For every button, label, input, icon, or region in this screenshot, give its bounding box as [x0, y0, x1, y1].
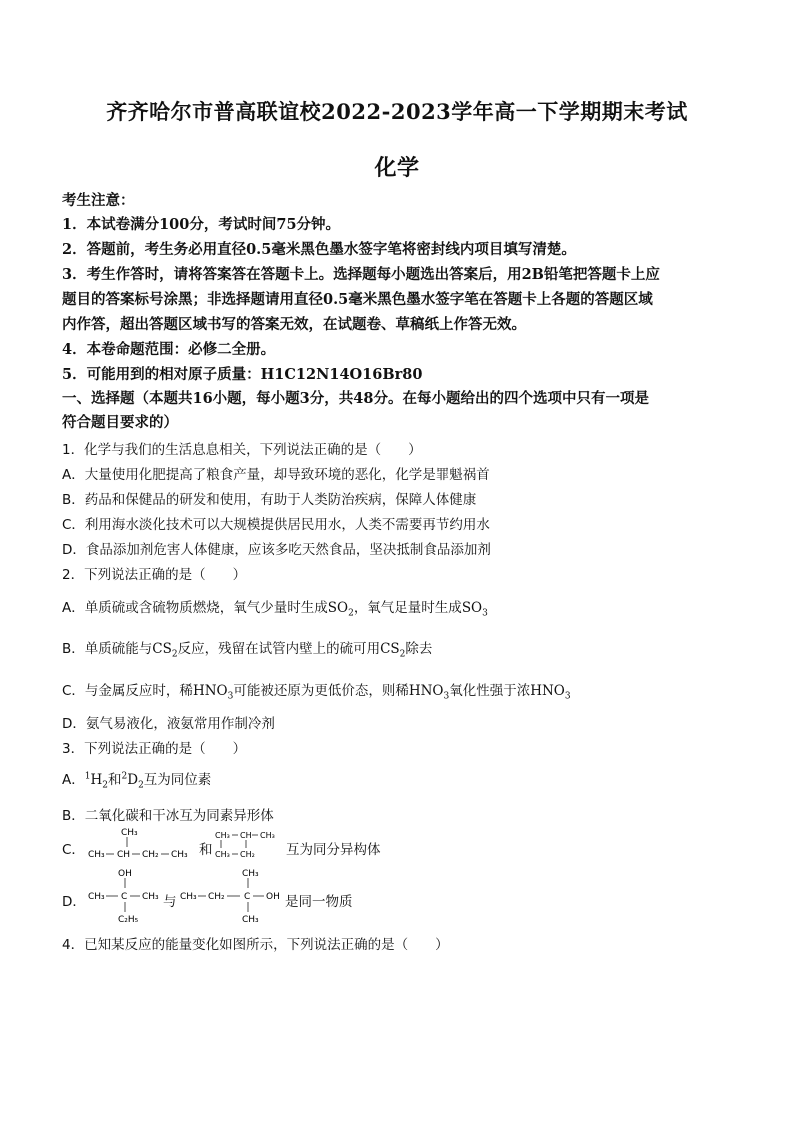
question-1-option-b: B．药品和保健品的研发和使用，有助于人类防治疾病，保障人体健康 — [62, 492, 477, 508]
structure-2-methylbutane-b — [215, 829, 287, 861]
option-text: B．单质硫能与 — [62, 641, 153, 657]
option-text: 和 — [108, 772, 122, 788]
question-1-stem: 1．化学与我们的生活息息相关，下列说法正确的是（ ） — [62, 442, 422, 458]
question-1-option-c: C．利用海水淡化技术可以大规模提供居民用水，人类不需要再节约用水 — [62, 517, 490, 533]
formula-hno3: $HNO_3$ — [192, 683, 234, 702]
struct-label: CH₂ — [208, 892, 225, 902]
option-text: 互为同位素 — [143, 772, 212, 788]
struct-label: CH — [117, 850, 131, 860]
struct-label: C — [121, 892, 128, 902]
formula-cs2: $CS_2$ — [380, 641, 406, 660]
struct-label: C₂H₅ — [118, 915, 139, 924]
formula-cs2: $CS_2$ — [152, 641, 178, 660]
formula-hno3: $HNO_3$ — [408, 683, 450, 702]
struct-label: CH₃ — [242, 869, 259, 879]
formula-d2: $^2D_2$ — [121, 771, 144, 791]
notice-heading: 考生注意： — [62, 192, 135, 209]
question-3-option-a — [62, 768, 211, 791]
struct-label: CH₂ — [142, 850, 159, 860]
question-2-option-c — [62, 679, 571, 702]
structure-2-methyl-2-butanol — [180, 866, 288, 924]
option-text: 氧化性强于浓 — [449, 683, 531, 699]
formula-h2: $^1H_2$ — [84, 771, 108, 791]
option-text: 可能被还原为更低价态，则稀 — [233, 683, 409, 699]
option-text: A．单质硫或含硫物质燃烧，氧气少量时生成 — [62, 600, 328, 616]
struct-label: CH₃ — [142, 892, 159, 902]
struct-label: CH₃ — [215, 850, 230, 859]
notice-item: 4．本卷命题范围：必修二全册。 — [62, 341, 276, 358]
struct-label: CH₃ — [215, 831, 230, 840]
notice-item: 3．考生作答时，请将答案答在答题卡上。选择题每小题选出答案后，用2B铅笔把答题卡上应 — [62, 266, 660, 283]
exam-title: 齐齐哈尔市普高联谊校2022-2023学年高一下学期期末考试 — [106, 99, 688, 124]
question-2-option-d: D．氨气易液化，液氨常用作制冷剂 — [62, 716, 275, 732]
formula-hno3: $HNO_3$ — [530, 683, 571, 702]
structure-2-butanol-branched — [88, 866, 162, 924]
question-3-option-c-label: C． — [62, 842, 85, 858]
struct-label: CH — [240, 831, 252, 840]
struct-label: CH₃ — [88, 892, 105, 902]
structure-2-methylbutane-a — [88, 826, 200, 862]
section-heading: 一、选择题（本题共16小题，每小题3分，共48分。在每小题给出的四个选项中只有一项是 — [62, 390, 649, 407]
question-3-option-d-label: D． — [62, 894, 86, 910]
question-1-option-d: D．食品添加剂危害人体健康，应该多吃天然食品，坚决抵制食品添加剂 — [62, 542, 491, 558]
struct-label: C — [244, 892, 251, 902]
subject-title: 化学 — [374, 155, 420, 181]
formula-so2: $SO_2$ — [327, 600, 354, 619]
option-text: C．与金属反应时，稀 — [62, 683, 193, 699]
option-text: A． — [62, 772, 85, 788]
notice-item: 题目的答案标号涂黑；非选择题请用直径0.5毫米黑色墨水签字笔在答题卡上各题的答题区域 — [62, 291, 653, 308]
notice-item: 5．可能用到的相对原子质量：H1C12N14O16Br80 — [62, 366, 423, 383]
section-heading-cont: 符合题目要求的） — [62, 414, 178, 431]
question-2-option-b — [62, 637, 432, 660]
struct-label: OH — [266, 892, 280, 902]
notice-item: 1．本试卷满分100分，考试时间75分钟。 — [62, 216, 341, 233]
question-3-option-b: B．二氧化碳和干冰互为同素异形体 — [62, 808, 274, 824]
struct-label: CH₃ — [88, 850, 105, 860]
struct-label: OH — [118, 869, 132, 879]
notice-item: 内作答，超出答题区域书写的答案无效，在试题卷、草稿纸上作答无效。 — [62, 316, 526, 333]
struct-label: CH₃ — [260, 831, 275, 840]
option-text: 反应，残留在试管内壁上的硫可用 — [177, 641, 381, 657]
struct-label: CH₃ — [121, 828, 138, 838]
question-1-option-a: A．大量使用化肥提高了粮食产量，却导致环境的恶化，化学是罪魁祸首 — [62, 467, 490, 483]
option-text: 除去 — [405, 641, 433, 657]
struct-label: CH₃ — [180, 892, 197, 902]
question-3-option-c-and: 和 — [199, 842, 213, 858]
notice-item: 2．答题前，考生务必用直径0.5毫米黑色墨水签字笔将密封线内项目填写清楚。 — [62, 241, 576, 258]
question-3-option-d-text: 是同一物质 — [285, 894, 353, 910]
struct-label: CH₃ — [171, 850, 188, 860]
question-3-option-c-text: 互为同分异构体 — [286, 842, 381, 858]
question-3-stem: 3．下列说法正确的是（ ） — [62, 741, 247, 757]
question-2-stem: 2．下列说法正确的是（ ） — [62, 567, 247, 583]
struct-label: CH₃ — [242, 915, 259, 924]
question-4-stem: 4．已知某反应的能量变化如图所示，下列说法正确的是（ ） — [62, 937, 449, 953]
struct-label: CH₂ — [240, 850, 255, 859]
option-text: ，氧气足量时生成 — [353, 600, 462, 616]
formula-so3: $SO_3$ — [461, 600, 488, 619]
question-2-option-a — [62, 596, 488, 619]
question-3-option-d-and: 与 — [163, 894, 177, 910]
